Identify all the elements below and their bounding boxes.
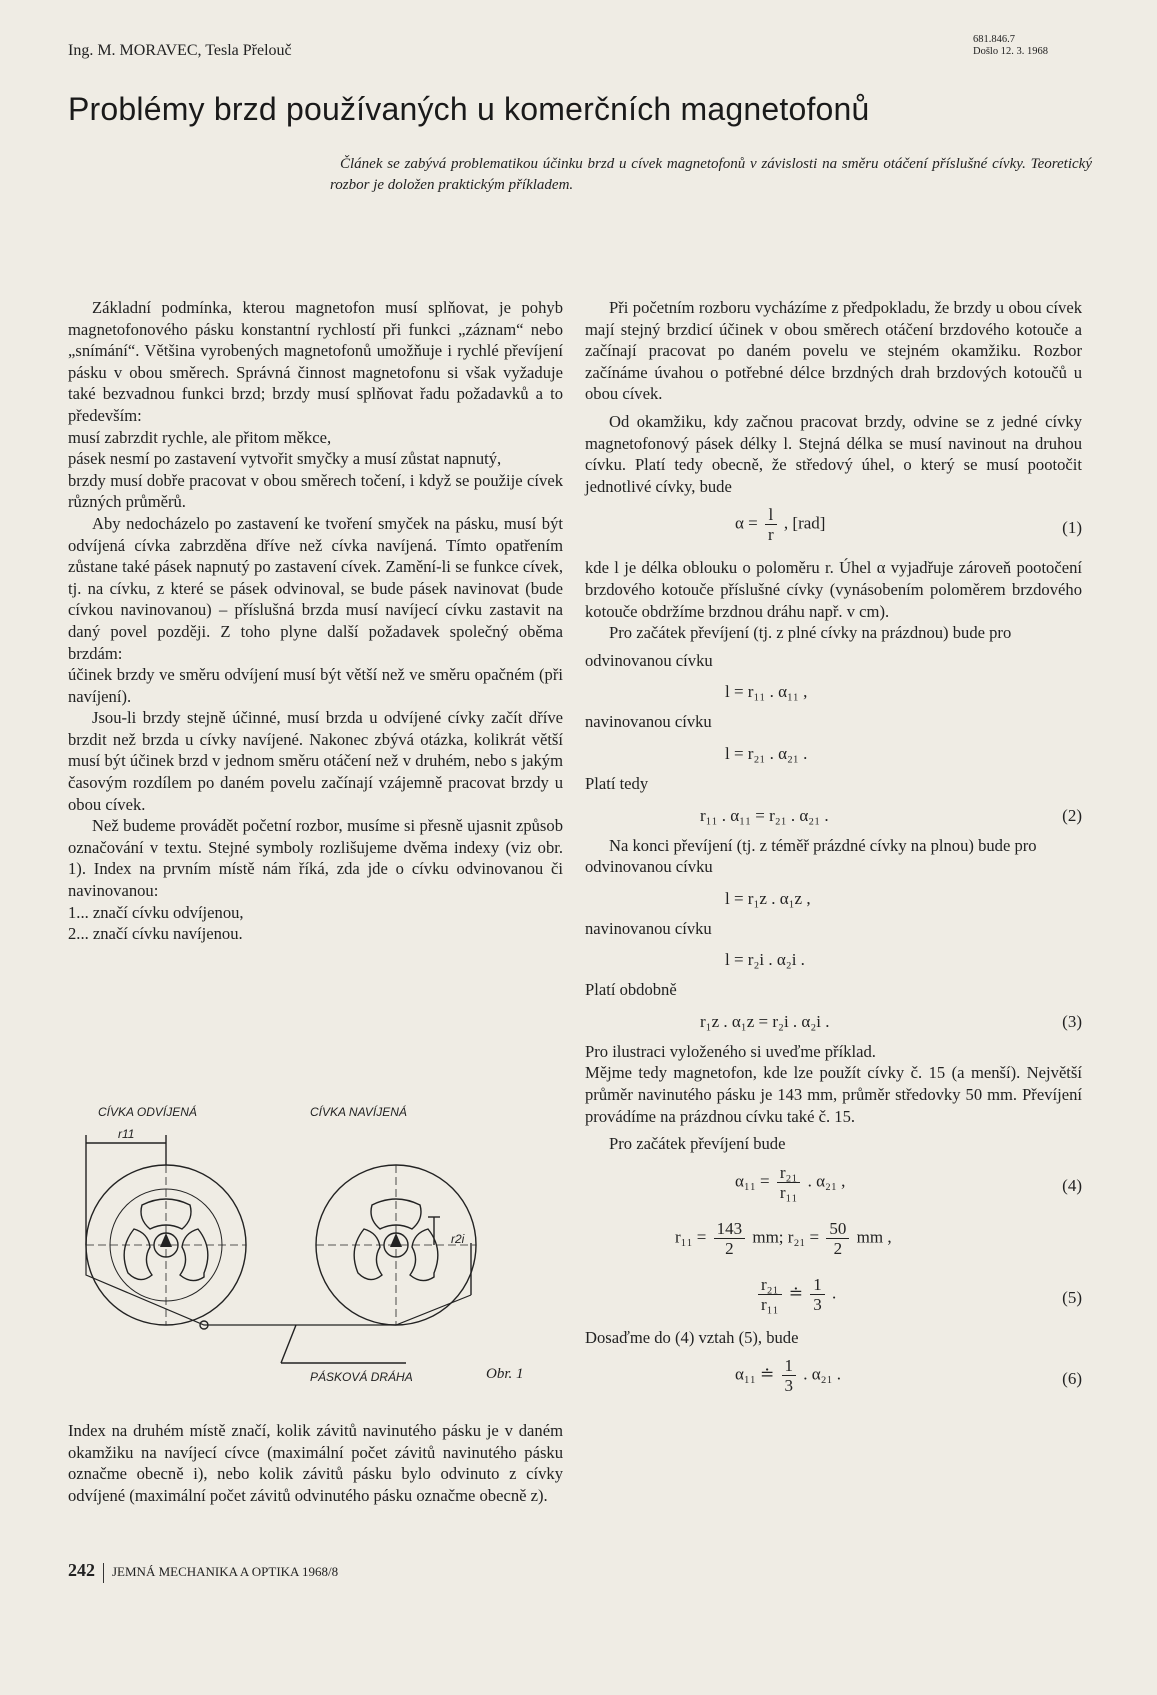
paragraph: Jsou-li brzdy stejně účinné, musí brzda u odvíjené cívky začít dříve brzdit než brzda u cívky navíjené. Nakonec zbývá otázka, kolikrát větší musí být účinek brzd v jednom směru otáčení než v druhém, nebo s jakým časovým rozdílem po daném povelu začínají vzájemně pracovat brzdy u obou cívek. xyxy=(68,708,563,814)
abstract: Článek se zabývá problematikou účinku brzd u cívek magnetofonů v závislosti na směru otáčení příslušné cívky. Teoretický rozbor je doložen praktickým příkladem. xyxy=(330,156,1092,193)
equation-a: l = r₁₁ . α₁₁ , xyxy=(725,682,808,702)
equation-6: α₁₁ ≐ $\frac{1}{3}$ . α₂₁ . (6) xyxy=(735,1356,1082,1396)
paragraph: Než budeme provádět početní rozbor, musíme si přesně ujasnit způsob označování v textu. Stejné symboly rozlišujeme dvěma indexy (viz obr. 1). Index na prvním místě nám říká, zda jde o cívku odvinovanou či navinovanou: xyxy=(68,816,563,901)
radius-r2i-label: r2i xyxy=(451,1232,465,1246)
equation-radii: r₁₁ = $\frac{143}{2}$ mm; r₂₁ = $\frac{50}{2}$ mm , xyxy=(675,1218,892,1258)
reel-diagram xyxy=(76,1095,556,1395)
equation-4: α₁₁ = $\frac{\text{r₂₁}}{\text{r₁₁}}$ . α₂₁ , (4) xyxy=(735,1162,1082,1202)
paragraph: Pro začátek převíjení (tj. z plné cívky na prázdnou) bude pro xyxy=(609,623,1012,643)
article-title: Problémy brzd používaných u komerčních magnetofonů xyxy=(68,91,870,127)
paragraph: účinek brzdy ve směru odvíjení musí být větší než ve směru opačném (při navíjení). xyxy=(68,665,563,706)
subheading: Platí obdobně xyxy=(585,980,677,1000)
subheading: navinovanou cívku xyxy=(585,918,712,938)
paragraph: Od okamžiku, kdy začnou pracovat brzdy, odvine se z jedné cívky magnetofonový pásek délky l. Stejná délka se musí navinout na druhou cívku. Platí tedy obecně, že středový úhel, o který se musí pootočit jednotlivé cívky, bude xyxy=(585,411,1082,496)
radius-r11-label: r11 xyxy=(118,1127,135,1141)
equation-2: r₁₁ . α₁₁ = r₂₁ . α₂₁ . (2) xyxy=(700,805,1082,825)
journal-name: JEMNÁ MECHANIKA A OPTIKA 1968/8 xyxy=(112,1564,339,1579)
subheading: Platí tedy xyxy=(585,773,649,793)
equation-d: l = r₂i . α₂i . xyxy=(725,950,805,970)
subheading: odvinovanou cívku xyxy=(585,857,713,877)
takeup-reel-label: CÍVKA NAVÍJENÁ xyxy=(310,1105,407,1119)
received-date: Došlo 12. 3. 1968 xyxy=(973,46,1048,57)
paragraph: Pro začátek převíjení bude xyxy=(609,1134,786,1154)
equation-1: α = $\frac{l}{r}$ , [rad] (1) xyxy=(735,505,1082,545)
paragraph: Na konci převíjení (tj. z téměř prázdné cívky na plnou) bude pro xyxy=(609,835,1037,855)
classification-code xyxy=(973,34,1048,58)
paragraph: Pro ilustraci vyloženého si uveďme příklad. xyxy=(585,1041,876,1061)
requirement-item: pásek nesmí po zastavení vytvořit smyčky a musí zůstat napnutý, xyxy=(68,449,502,469)
paragraph: Index na druhém místě značí, kolik závitů navinutého pásku je v daném okamžiku na navíjecí cívce (maximální počet závitů navinutého pásku označme obecně i), nebo kolik závitů pásku bylo odvinuto z cívky odvíjené (maximální počet závitů odvinutého pásku označme obecně z). xyxy=(68,1421,563,1505)
index-item: 2... značí cívku navíjenou. xyxy=(68,924,243,944)
udc-code: 681.846.7 xyxy=(973,34,1015,45)
left-column-continued xyxy=(68,1420,563,1506)
requirement-item: musí zabrzdit rychle, ale přitom měkce, xyxy=(68,427,332,447)
equation-c: l = r₁z . α₁z , xyxy=(725,888,811,908)
footer-divider xyxy=(103,1563,104,1583)
paragraph: kde l je délka oblouku o poloměru r. Úhel α vyjadřuje zároveň pootočení brzdového kotouče příslušné cívky (vynásobením poloměrem brzdového kotouče obdržíme brzdnou dráhu např. v cm). xyxy=(585,558,1082,621)
tape-path-label: PÁSKOVÁ DRÁHA xyxy=(310,1370,413,1384)
figure-caption: Obr. 1 xyxy=(486,1366,524,1382)
subheading: odvinovanou cívku xyxy=(585,650,713,670)
paragraph: Mějme tedy magnetofon, kde lze použít cívky č. 15 (a menší). Největší průměr navinutého pásku je 143 mm, průměr středovky 50 mm. Převíjení provádíme na prázdnou cívku také č. 15. xyxy=(585,1063,1082,1126)
equation-b: l = r₂₁ . α₂₁ . xyxy=(725,743,808,763)
right-column xyxy=(585,297,1082,1408)
paragraph: Aby nedocházelo po zastavení ke tvoření smyček na pásku, musí být odvíjená cívka zabrzděna dříve než cívka navíjená. Tímto opatřením zůstane také pásek napnutý po zastavení cívek. Zamění-li se funkce cívek, tj. na cívku, z které se pásek odvinoval, se bude pásek navinovat (bude cívkou navinovanou) – příslušná brzda musí navíjecí cívku zastavit na daný povel později. Z toho plyne další požadavek společný oběma brzdám: xyxy=(68,513,563,663)
paragraph: Při početním rozboru vycházíme z předpokladu, že brzdy u obou cívek mají stejný brzdicí účinek v obou směrech otáčení brzdového kotouče a začínají pracovat po daném povelu ve stejném okamžiku. Rozbor začínáme úvahou o potřebné délce brzdných drah brzdových kotoučů u obou cívek. xyxy=(585,298,1082,404)
supply-reel-label: CÍVKA ODVÍJENÁ xyxy=(98,1105,197,1119)
author-line: Ing. M. MORAVEC, Tesla Přelouč xyxy=(68,42,292,59)
index-item: 1... značí cívku odvíjenou, xyxy=(68,902,244,922)
subheading: navinovanou cívku xyxy=(585,712,712,732)
equation-3: r₁z . α₁z = r₂i . α₂i . (3) xyxy=(700,1011,1082,1031)
page-footer xyxy=(68,1560,338,1583)
paragraph: Základní podmínka, kterou magnetofon musí splňovat, je pohyb magnetofonového pásku konstantní rychlostí při funkci „záznam“ nebo „snímání“. Většina vyrobených magnetofonů umožňuje i rychlé převíjení pásku v obou směrech. Správná činnost magnetofonu si však vyžaduje také bezvadnou funkci brzd; brzdy musí splňovat řadu požadavků a to především: xyxy=(68,298,563,425)
left-column xyxy=(68,297,563,945)
equation-5: $\frac{\text{r₂₁}}{\text{r₁₁}}$ ≐ $\frac{1}{3}$ . (5) xyxy=(585,1271,1082,1323)
requirement-item: brzdy musí dobře pracovat v obou směrech točení, i když se použije cívek různých průměrů. xyxy=(68,470,563,512)
paragraph: Dosaďme do (4) vztah (5), bude xyxy=(585,1327,799,1347)
page-number: 242 xyxy=(68,1560,95,1580)
